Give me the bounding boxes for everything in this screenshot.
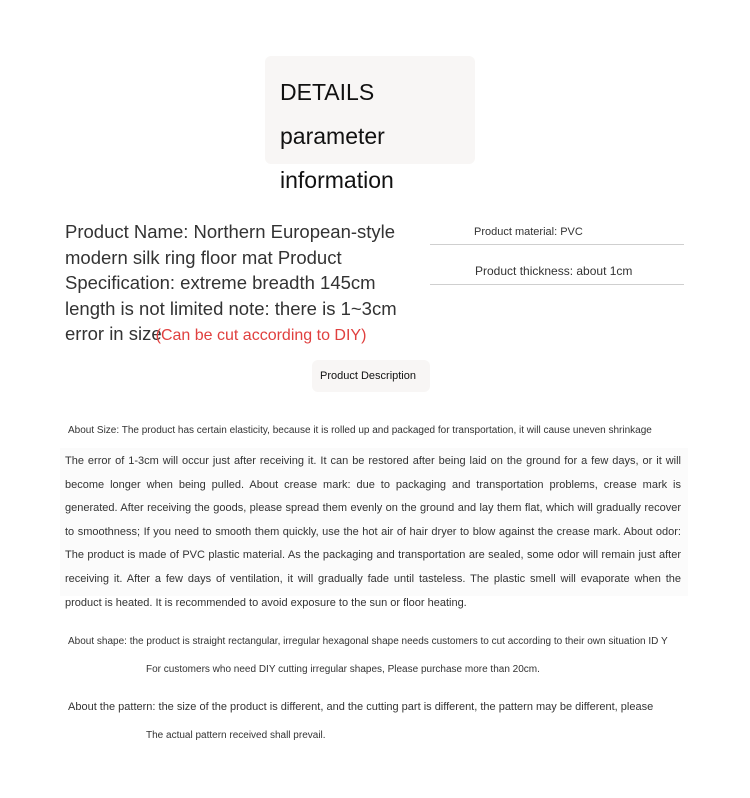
description-heading: Product Description bbox=[320, 370, 416, 382]
about-size-text: About Size: The product has certain elasticity, because it is rolled up and packaged for transportation, it will cause uneven shrinkage bbox=[68, 425, 652, 436]
product-name-spec-block bbox=[65, 219, 425, 349]
divider bbox=[430, 244, 684, 245]
error-paragraph: The error of 1-3cm will occur just after receiving it. It can be restored after being laid on the ground for a few days, or it will become longer when being pulled. About crease mark: due to packaging and transportation problems, crease mark is generated. After receiving the goods, please spread them evenly on the ground and lay them flat, which will gradually recover to smoothness; If you need to smooth them quickly, use the hot air of hair dryer to blow against the crease mark. About odor: The product is made of PVC plastic material. As the packaging and transportation are sealed, some odor will remain just after receiving it. After a few days of ventilation, it will gradually fade until tasteless. The plastic smell will evaporate when the product is heated. It is recommended to avoid exposure to the sun or floor heating. bbox=[65, 455, 681, 609]
product-name-spec: Product Name: Northern European-style modern silk ring floor mat Product Specification: extreme breadth 145cm length is not limited note: there is 1~3cm error in size bbox=[65, 221, 397, 345]
pattern-note-text: The actual pattern received shall prevail. bbox=[146, 730, 326, 741]
divider bbox=[430, 284, 684, 285]
about-shape-text: About shape: the product is straight rectangular, irregular hexagonal shape needs customers to cut according to their own situation ID Y bbox=[68, 636, 668, 647]
cut-note: (Can be cut according to DIY) bbox=[155, 327, 367, 345]
about-pattern-text: About the pattern: the size of the product is different, and the cutting part is different, the pattern may be different, please bbox=[68, 701, 654, 713]
product-material: Product material: PVC bbox=[474, 226, 583, 238]
diy-note-text: For customers who need DIY cutting irregular shapes, Please purchase more than 20cm. bbox=[146, 664, 540, 675]
page-title: DETAILS parameter information bbox=[280, 79, 394, 193]
product-thickness: Product thickness: about 1cm bbox=[475, 264, 633, 278]
